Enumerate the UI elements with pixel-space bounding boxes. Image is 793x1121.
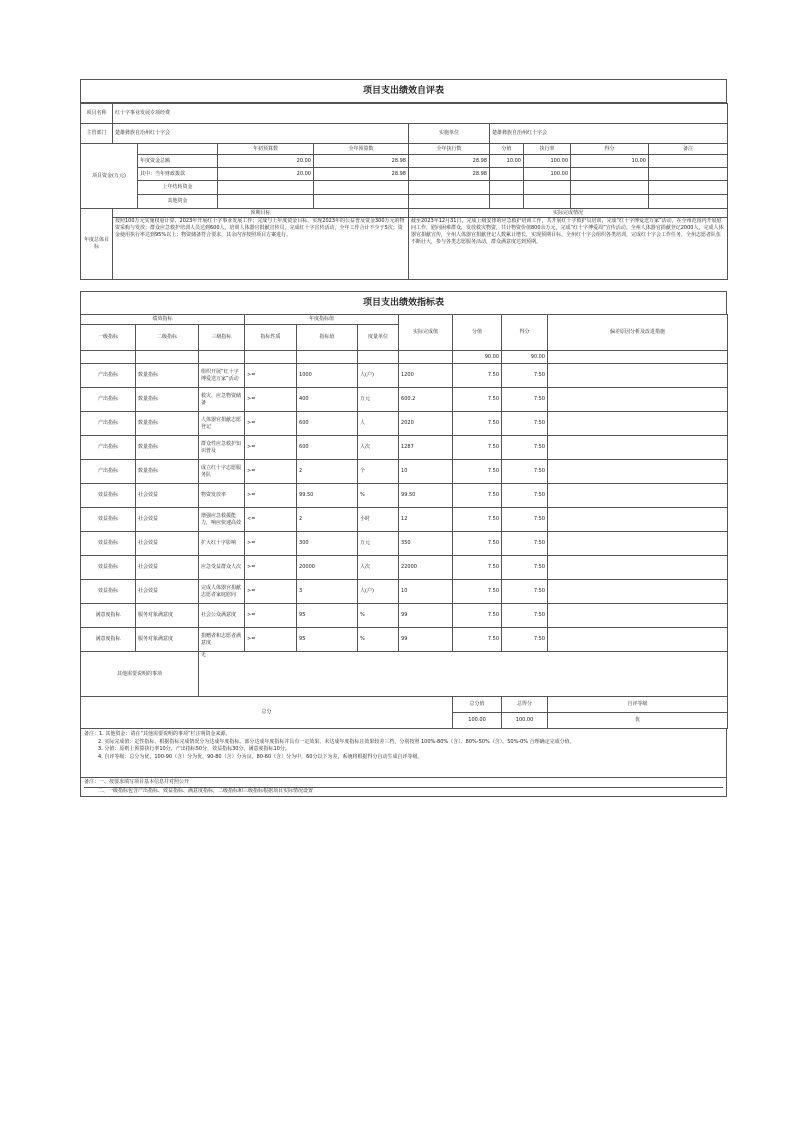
indicator-unit: 人 [358,412,399,436]
dept-label: 主管部门 [81,124,113,144]
fund-full: 28.98 [314,155,409,168]
h-l1: 一级指标 [81,325,136,351]
h-indicator: 绩效指标 [81,315,245,325]
indicator-val: 600 [297,436,358,460]
indicator-l1: 产出指标 [81,460,136,484]
indicator-l2: 数量指标 [136,460,199,484]
indicator-row [81,388,728,412]
top-score-val: 90.00 [453,351,502,364]
total-score-val-label: 总分值 [453,697,502,713]
note-line: 3. 分值：原则上预算执行率10分，产出指标50分，效益指标30分，满意度指标10分。 [98,746,290,752]
indicator-reason [548,580,728,604]
impl-value: 楚雄彝族自治州红十字会 [490,124,728,144]
indicator-actual: 12 [399,508,453,532]
indicator-val: 2 [297,508,358,532]
h-reason: 偏差原因分析及改进措施 [548,315,728,351]
col-rate: 执行率 [524,144,571,155]
indicator-row [81,532,728,556]
indicator-l2: 社会效益 [136,484,199,508]
indicator-row [81,508,728,532]
fund-init: 20.00 [218,168,314,181]
indicator-score-val: 7.50 [453,436,502,460]
indicator-val: 2 [297,460,358,484]
indicator-l1: 效益指标 [81,556,136,580]
indicator-score: 7.50 [502,508,548,532]
indicator-reason [548,508,728,532]
indicator-l2: 社会效益 [136,532,199,556]
indicator-score: 7.50 [502,364,548,388]
indicator-unit: 万元 [358,388,399,412]
indicator-val: 95 [297,604,358,628]
indicator-l1: 满意度指标 [81,628,136,652]
indicator-op: >= [245,604,297,628]
self-evaluation-table [80,103,728,280]
impl-label: 实施单位 [409,124,490,144]
indicator-l2: 数量指标 [136,364,199,388]
indicator-l3: 扩大红十字影响 [199,532,245,556]
indicator-unit: 人(户) [358,364,399,388]
total-score-val: 100.00 [453,713,502,729]
indicator-reason [548,484,728,508]
indicator-score: 7.50 [502,580,548,604]
indicator-l3: 救灾、应急物资储备 [199,388,245,412]
indicator-row [81,580,728,604]
h-actual: 实际完成值 [399,315,453,351]
indicator-val: 400 [297,388,358,412]
indicator-score: 7.50 [502,460,548,484]
indicator-op: <= [245,508,297,532]
h-l2: 二级指标 [136,325,199,351]
indicator-reason [548,532,728,556]
indicator-unit: % [358,604,399,628]
fund-row-label: 年度资金总额 [138,155,218,168]
indicator-l3: 成立红十字志愿服务队 [199,460,245,484]
indicator-l3: 捐赠者和志愿者满意度 [199,628,245,652]
indicator-l3: 组织开展“红十字博爱送万家”活动 [199,364,245,388]
fund-row-label: 上年结转资金 [138,181,218,195]
indicator-l1: 产出指标 [81,436,136,460]
indicator-l1: 效益指标 [81,580,136,604]
indicator-row [81,460,728,484]
indicator-unit: % [358,484,399,508]
indicator-op: >= [245,412,297,436]
other-value: 无 [199,652,728,697]
indicator-unit: 万元 [358,532,399,556]
indicator-l1: 满意度指标 [81,604,136,628]
indicator-val: 300 [297,532,358,556]
fund-init: 20.00 [218,155,314,168]
indicator-actual: 10 [399,580,453,604]
indicator-actual: 99 [399,628,453,652]
indicator-score-val: 7.50 [453,484,502,508]
h-score-val: 分值 [453,315,502,351]
indicator-val: 600 [297,412,358,436]
indicator-op: >= [245,556,297,580]
indicator-score-val: 7.50 [453,604,502,628]
indicator-actual: 1200 [399,364,453,388]
indicator-reason [548,412,728,436]
indicator-score-val: 7.50 [453,508,502,532]
indicator-reason [548,364,728,388]
indicator-l3: 社会公众满意度 [199,604,245,628]
indicator-unit: 人(户) [358,580,399,604]
fund-row-label: 其他资金 [138,195,218,209]
indicator-score: 7.50 [502,484,548,508]
indicator-op: >= [245,484,297,508]
indicator-l2: 社会效益 [136,508,199,532]
indicator-score: 7.50 [502,388,548,412]
indicator-op: >= [245,628,297,652]
h-l3: 三级指标 [199,325,245,351]
col-init: 年初预算数 [218,144,314,155]
indicator-row [81,484,728,508]
col-exec: 全年执行数 [409,144,490,155]
indicator-score: 7.50 [502,628,548,652]
expected-text: 按照100万元实施权重计算，2023年开展红十字事业发展工作；完成与上年度资金目标，实现2023年的公益普及资金300万元的物资采购与发放；群众应急救护培训人员达到600人，培训人体器官捐献宣传员，完成红十字宣传活动，全年工作合计不少于5次；资金使用执行率达到95%以上；物资储备符合要求，其余内容按照项目方案进行。 [113,218,409,280]
indicator-reason [548,388,728,412]
grade-label: 自评等级 [548,697,728,713]
indicator-reason [548,604,728,628]
h-val: 指标值 [297,325,358,351]
indicator-l1: 产出指标 [81,412,136,436]
indicator-actual: 2020 [399,412,453,436]
footnote-line: 二、一级指标包含产出指标、效益指标、满意度指标，二级指标和三级指标根据项目实际情况设置 [98,787,314,794]
indicator-l3: 人体器官捐献志愿登记 [199,412,245,436]
indicator-l2: 数量指标 [136,412,199,436]
indicator-op: >= [245,436,297,460]
indicator-l3: 物资发放率 [199,484,245,508]
indicator-unit: 人次 [358,556,399,580]
top-score: 90.00 [502,351,548,364]
dept-value: 楚雄彝族自治州红十字会 [113,124,409,144]
notes-box [80,729,727,797]
indicator-score-val: 7.50 [453,460,502,484]
indicator-score: 7.50 [502,412,548,436]
indicator-l3: 增强应急救援能力，响应快速高效 [199,508,245,532]
project-name-value: 红十字事业发展专项经费 [113,104,728,124]
table2-title: 项目支出绩效指标表 [80,291,727,314]
indicator-rows [81,364,728,652]
indicator-score-val: 7.50 [453,628,502,652]
indicator-actual: 1287 [399,436,453,460]
h-score: 得分 [502,315,548,351]
indicator-l1: 产出指标 [81,388,136,412]
col-full: 全年预算数 [314,144,409,155]
indicator-op: >= [245,388,297,412]
indicator-score-val: 7.50 [453,580,502,604]
table1-title: 项目支出绩效自评表 [80,79,727,103]
indicator-val: 1000 [297,364,358,388]
indicator-l2: 数量指标 [136,388,199,412]
indicator-l1: 效益指标 [81,484,136,508]
indicator-reason [548,460,728,484]
indicator-l2: 服务对象满意度 [136,628,199,652]
indicator-score-val: 7.50 [453,364,502,388]
indicator-l3: 完成人体器官捐献志愿者家庭慰问 [199,580,245,604]
h-unit: 度量单位 [358,325,399,351]
h-annual: 年度指标值 [245,315,399,325]
fund-label: 项目资金(万元) [81,144,138,209]
indicator-unit: 小时 [358,508,399,532]
indicator-score-val: 7.50 [453,388,502,412]
indicator-reason [548,556,728,580]
indicator-l1: 效益指标 [81,532,136,556]
expected-label: 预期目标 [113,209,409,218]
indicator-table [80,314,728,729]
indicator-l2: 服务对象满意度 [136,604,199,628]
indicator-unit: 人次 [358,436,399,460]
indicator-row [81,604,728,628]
indicator-row [81,436,728,460]
footnote-line: 备注：一、按要求填写项目基本信息并对照公开 [84,779,723,788]
indicator-reason [548,628,728,652]
indicator-score-val: 7.50 [453,412,502,436]
goal-label: 年度总体目标 [81,209,113,280]
indicator-val: 95 [297,628,358,652]
indicator-val: 3 [297,580,358,604]
indicator-unit: % [358,628,399,652]
note-line: 4. 自评等级：总分为优，100-90（含）分为优，90-80（含）分为良，80-60（含）分为中，60分以下为差，系统将根据得分自动生成自评等级。 [98,753,423,760]
h-op: 指标性质 [245,325,297,351]
indicator-row [81,628,728,652]
note-line: 2. 实际完成值：定性指标，根据指标完成情况分为达成年度指标、部分达成年度指标并具有一定效果、未达成年度指标且效果较差三档，分别按照 100%-80%（含）、80%-50%（含）、50%-0% 合理确定完成分值。 [98,738,575,745]
indicator-op: >= [245,460,297,484]
indicator-val: 20000 [297,556,358,580]
indicator-score: 7.50 [502,532,548,556]
col-score: 得分 [571,144,649,155]
indicator-row [81,412,728,436]
note-line: 备注：1. 其他资金：请在“其他需要说明的事项”栏注明资金来源。 [84,731,231,737]
fund-rate: 100.00 [524,168,571,181]
indicator-actual: 99.50 [399,484,453,508]
indicator-val: 99.50 [297,484,358,508]
indicator-unit: 个 [358,460,399,484]
indicator-row [81,364,728,388]
indicator-actual: 99 [399,604,453,628]
fund-full: 28.98 [314,168,409,181]
indicator-op: >= [245,580,297,604]
document-page [80,79,727,797]
indicator-actual: 350 [399,532,453,556]
col-score-val: 分值 [490,144,524,155]
project-name-label: 项目名称 [81,104,113,124]
indicator-l3: 应急受益群众人次 [199,556,245,580]
indicator-row [81,556,728,580]
indicator-score-val: 7.50 [453,556,502,580]
indicator-op: >= [245,364,297,388]
indicator-actual: 600.2 [399,388,453,412]
indicator-l2: 数量指标 [136,436,199,460]
col-remark: 备注 [649,144,728,155]
indicator-op: >= [245,532,297,556]
actual-label: 实际完成情况 [409,209,728,218]
indicator-score: 7.50 [502,436,548,460]
indicator-actual: 22000 [399,556,453,580]
indicator-l1: 效益指标 [81,508,136,532]
indicator-l2: 社会效益 [136,556,199,580]
fund-exec: 28.98 [409,168,490,181]
fund-rate: 100.00 [524,155,571,168]
indicator-l1: 产出指标 [81,364,136,388]
grade: 优 [548,713,728,729]
indicator-actual: 10 [399,460,453,484]
fund-exec: 28.98 [409,155,490,168]
total-score-label: 总得分 [502,697,548,713]
total-score: 100.00 [502,713,548,729]
fund-row-label: 其中：当年财政拨款 [138,168,218,181]
total-label: 总分 [81,697,453,729]
indicator-score: 7.50 [502,604,548,628]
actual-text: 截至2023年12月31日，完成上级安排的应急救护培训工作，共开展红十字救护员培训，完成“红十字博爱送万家”活动，在全州范围内开展慰问工作，慰问困难群众，发放救灾物资，共计物资价值800余万元，完成“红十字博爱周”宣传活动。全州人体器官捐献登记2000人，完成人体器官捐献宣传，全州人体器官捐献登记人数累计增长，实现预期目标。全州红十字会组织各类培训，完成红十字会工作任务，全州志愿者队伍不断壮大，参与各类志愿服务活动，群众满意度达到预期。 [409,218,728,280]
indicator-score: 7.50 [502,556,548,580]
indicator-score-val: 7.50 [453,532,502,556]
indicator-l2: 社会效益 [136,580,199,604]
indicator-reason [548,436,728,460]
indicator-l3: 群众性应急救护知识普及 [199,436,245,460]
fund-score: 10.00 [571,155,649,168]
fund-score-val: 10.00 [490,155,524,168]
other-label: 其他需要说明的事项 [81,652,199,697]
